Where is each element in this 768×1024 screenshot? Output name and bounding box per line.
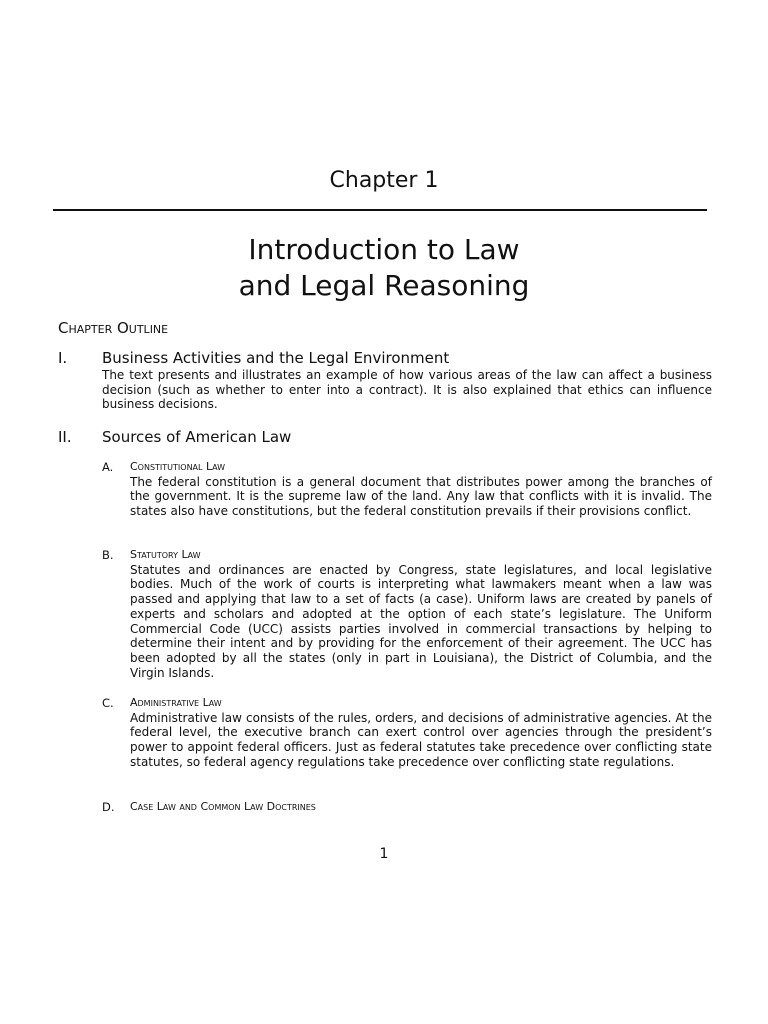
subsection-letter: C.	[102, 696, 114, 710]
subsection-body: Statutes and ordinances are enacted by Congress, state legislatures, and local legislative bodies. Much of the work of courts is interpreting what lawmakers meant when a law was passed and applying that law to a set of facts (a case). Uniform laws are created by panels of experts and scholars and adopted at the option of each state’s legislature. The Uniform Commercial Code (UCC) assists parties involved in commercial transactions by helping to determine their intent and by providing for the enforcement of their agreement. The UCC has been adopted by all the states (only in part in Louisiana), the District of Columbia, and the Virgin Islands.	[130, 562, 712, 680]
section-title: Business Activities and the Legal Environment	[102, 349, 450, 367]
chapter-divider	[53, 209, 707, 211]
subsection-title: Constitutional Law	[130, 460, 226, 473]
chapter-title-line-2: and Legal Reasoning	[238, 269, 530, 302]
section-title: Sources of American Law	[102, 428, 292, 446]
section-numeral: II.	[58, 428, 72, 446]
subsection-letter: A.	[102, 460, 114, 474]
subsection-body: The federal constitution is a general document that distributes power among the branches of the government. It is the supreme law of the land. Any law that conflicts with it is invalid. The states also have constitutions, but the federal constitution prevails if their provisions conflict.	[130, 474, 712, 519]
outline-heading: Chapter Outline	[58, 319, 169, 337]
chapter-title-line-1: Introduction to Law	[248, 233, 520, 266]
subsection-letter: B.	[102, 548, 114, 562]
section-numeral: I.	[58, 349, 68, 367]
subsection-statutory-law	[102, 548, 712, 680]
subsection-title: Case Law and Common Law Doctrines	[130, 800, 316, 813]
subsection-title: Administrative Law	[130, 696, 222, 709]
page-number: 1	[379, 846, 389, 862]
subsection-letter: D.	[102, 800, 115, 814]
subsection-body: Administrative law consists of the rules, orders, and decisions of administrative agencies. At the federal level, the executive branch can exert control over agencies through the president’s power to appoint federal officers. Just as federal statutes take precedence over conflicting state statutes, so federal agency regulations take precedence over conflicting state regulations.	[130, 710, 712, 769]
section-body: The text presents and illustrates an example of how various areas of the law can affect a business decision (such as whether to enter into a contract). It is also explained that ethics can influence business decisions.	[102, 368, 712, 412]
subsection-title: Statutory Law	[130, 548, 201, 561]
subsection-case-law	[102, 800, 712, 815]
outline-section-business-activities	[58, 348, 712, 412]
outline-section-sources-of-law	[58, 427, 712, 447]
subsection-administrative-law	[102, 696, 712, 770]
chapter-title	[0, 232, 768, 304]
subsection-constitutional-law	[102, 460, 712, 519]
chapter-label: Chapter 1	[329, 168, 439, 193]
